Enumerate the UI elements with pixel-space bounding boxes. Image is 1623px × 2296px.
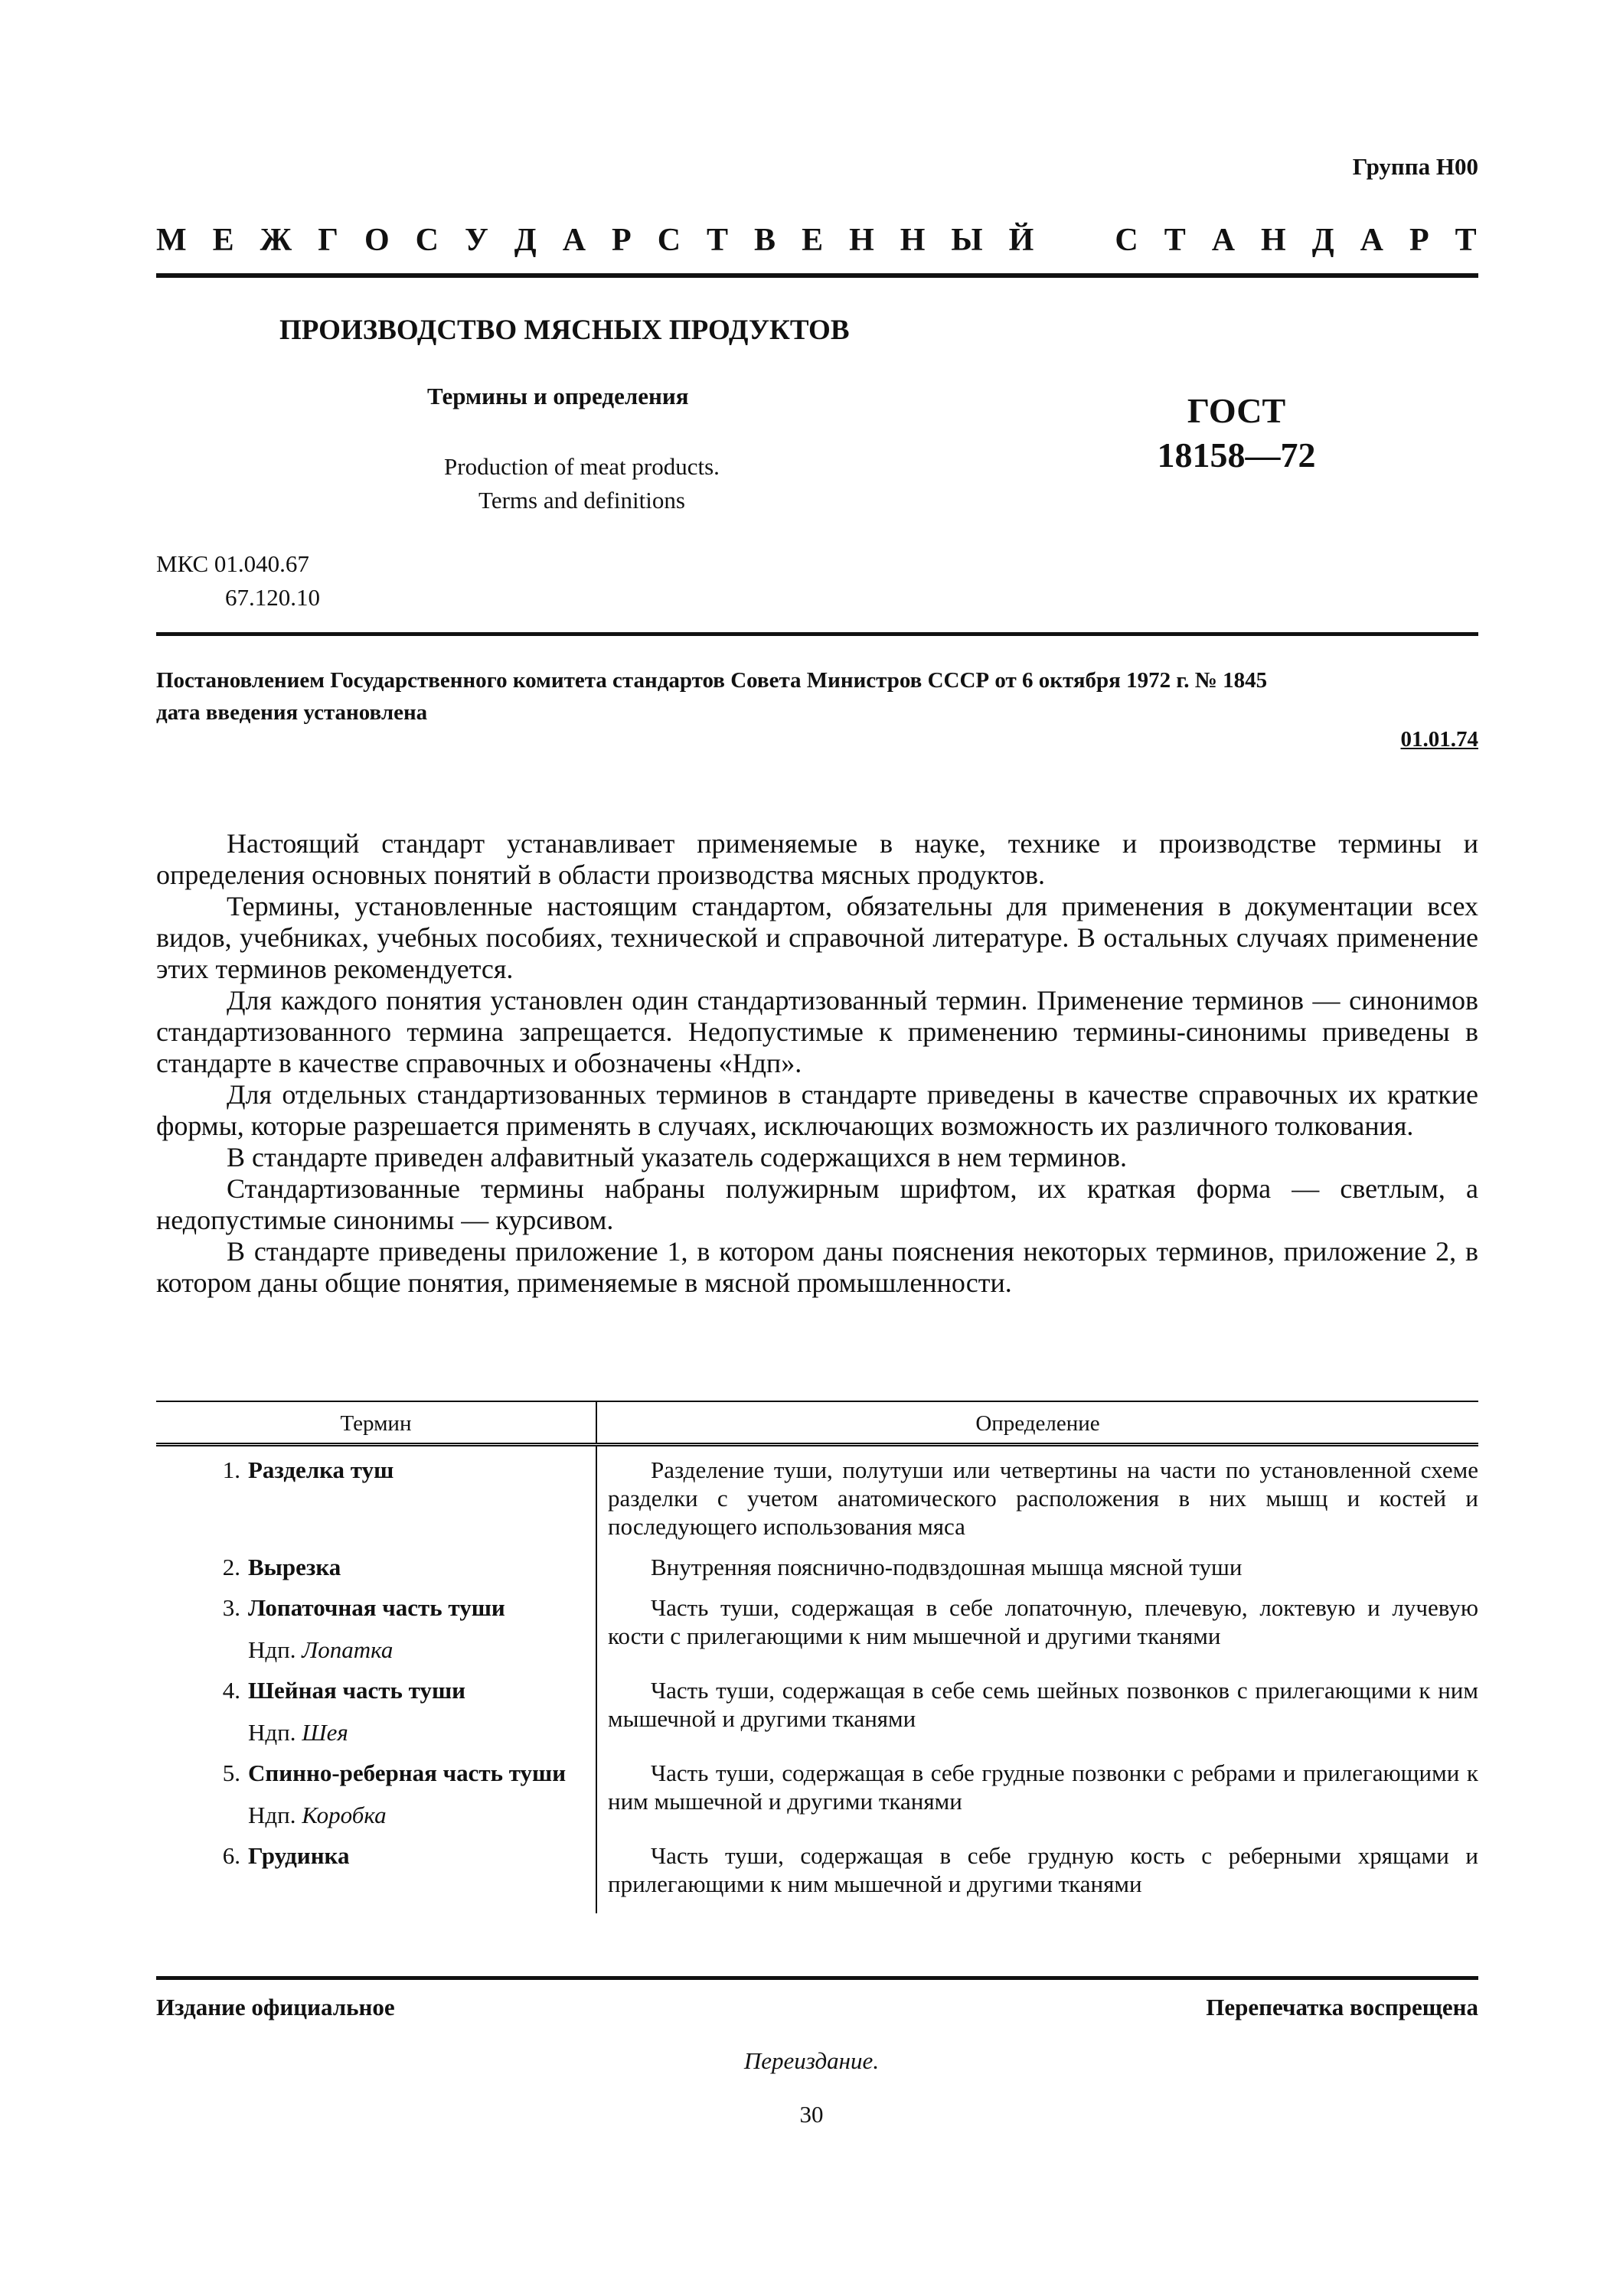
terms-table-wrapper (156, 1401, 1478, 1913)
term-name: Шейная часть туши (248, 1677, 466, 1704)
header-letter: Ж (260, 223, 294, 258)
header-letter: Г (318, 223, 340, 258)
table-row (156, 1750, 1478, 1832)
table-row (156, 1584, 1478, 1667)
gost-code: 18158—72 (1157, 435, 1316, 475)
footer-rule (156, 1976, 1478, 1980)
reprint-prohibited: Перепечатка воспрещена (1206, 1994, 1478, 2020)
standard-header (156, 222, 1478, 259)
header-term: Термин (156, 1401, 596, 1445)
header-letter: Р (612, 223, 633, 258)
header-letter: С (657, 223, 683, 258)
term-cell (156, 1667, 596, 1750)
ndp-label: Ндп. (248, 1802, 296, 1828)
header-letter: Ы (951, 223, 985, 258)
reissue-note: Переиздание. (743, 2047, 880, 2074)
ndp-term: Коробка (302, 1802, 387, 1828)
table-header-row (156, 1401, 1478, 1445)
ndp-term: Лопатка (302, 1636, 394, 1663)
term-cell (156, 1544, 596, 1584)
document-title: ПРОИЗВОДСТВО МЯСНЫХ ПРОДУКТОВ (279, 315, 850, 346)
ndp-term: Шея (302, 1719, 348, 1746)
term-number: 1. (222, 1456, 240, 1483)
ndp-label: Ндп. (248, 1636, 296, 1663)
english-title (345, 450, 819, 517)
intro-paragraph: Для каждого понятия установлен один стандартизованный термин. Применение терминов — синонимов стандартизованного термина запрещается. Недопустимые к применению термины-синонимы приведены в стандарте в качестве справочных и обозначены «Ндп». (156, 985, 1478, 1078)
header-letter: Т (707, 223, 730, 258)
header-letter: У (464, 223, 490, 258)
intro-paragraph: В стандарте приведен алфавитный указатель содержащихся в нем терминов. (227, 1142, 1127, 1172)
header-letter: М (156, 223, 188, 258)
term-cell (156, 1750, 596, 1832)
definition-cell: Часть туши, содержащая в себе грудные позвонки с ребрами и прилегающими к ним мышечной и другими тканями (608, 1760, 1478, 1815)
term-number: 3. (222, 1594, 240, 1621)
header-letter: Н (849, 223, 876, 258)
header-letter: Р (1409, 223, 1431, 258)
definition-cell: Внутренняя пояснично-подвздошная мышца мясной туши (651, 1554, 1243, 1580)
official-edition: Издание официальное (156, 1994, 395, 2020)
ndp-synonym (205, 1636, 596, 1664)
header-letter: А (1211, 223, 1237, 258)
intro-paragraph: В стандарте приведены приложение 1, в котором даны пояснения некоторых терминов, приложение 2, в котором даны общие понятия, применяемые в мясной промышленности. (156, 1236, 1478, 1298)
section-rule (156, 632, 1478, 636)
intro-paragraph: Термины, установленные настоящим стандартом, обязательны для применения в документации всех видов, учебниках, учебных пособиях, технической и справочной литературе. В остальных случаях применение этих терминов рекомендуется. (156, 891, 1478, 984)
term-number: 6. (222, 1842, 240, 1869)
header-letter: О (364, 223, 391, 258)
header-definition: Определение (596, 1401, 1478, 1445)
header-letter: Т (1164, 223, 1187, 258)
mks-line: 67.120.10 (225, 584, 320, 611)
header-letter: С (1115, 223, 1140, 258)
introduction (156, 828, 1478, 1299)
header-letter: А (562, 223, 588, 258)
ndp-synonym (205, 1801, 596, 1829)
mks-codes (156, 547, 320, 615)
table-row (156, 1445, 1478, 1544)
term-number: 4. (222, 1677, 240, 1704)
term-cell (156, 1445, 596, 1544)
header-letter: Д (514, 223, 538, 258)
term-number: 5. (222, 1760, 240, 1786)
table-row (156, 1832, 1478, 1913)
header-letter: В (754, 223, 778, 258)
header-letter: Е (212, 223, 236, 258)
header-rule (156, 273, 1478, 278)
header-letter: Й (1008, 223, 1036, 258)
page-number: 30 (799, 2101, 824, 2128)
header-gap (1060, 222, 1090, 259)
group-label: Группа Н00 (1352, 153, 1478, 180)
definition-cell: Часть туши, содержащая в себе лопаточную, плечевую, локтевую и лучевую кости с прилегающими к ним мышечной и другими тканями (608, 1594, 1478, 1649)
intro-paragraph: Настоящий стандарт устанавливает применяемые в науке, технике и производстве термины и определения основных понятий в области производства мясных продуктов. (156, 828, 1478, 890)
term-number: 2. (222, 1554, 240, 1580)
intro-paragraph: Для отдельных стандартизованных терминов в стандарте приведены в качестве справочных их краткие формы, которые разрешается применять в случаях, исключающих возможность их различного толкования. (156, 1079, 1478, 1141)
ndp-synonym (205, 1718, 596, 1746)
ndp-label: Ндп. (248, 1719, 296, 1746)
mks-line: МКС 01.040.67 (156, 550, 309, 577)
term-name: Спинно-реберная часть туши (248, 1760, 567, 1786)
terms-table (156, 1401, 1478, 1913)
header-letter: С (415, 223, 440, 258)
term-name: Разделка туш (248, 1456, 394, 1483)
decree-line: дата введения установлена (156, 700, 428, 725)
term-name: Лопаточная часть туши (248, 1594, 505, 1621)
english-title-line: Terms and definitions (478, 487, 685, 514)
definition-cell: Разделение туши, полутуши или четвертины на части по установленной схеме разделки с учетом анатомического расположения в них мышц и костей и последующего использования мяса (608, 1456, 1478, 1540)
term-name: Грудинка (248, 1842, 350, 1869)
term-cell (156, 1832, 596, 1913)
header-letter: Д (1311, 223, 1336, 258)
header-letter: А (1360, 223, 1385, 258)
decree-line: Постановлением Государственного комитета стандартов Совета Министров СССР от 6 октября 1972 г. № 1845 (156, 668, 1268, 693)
definition-cell: Часть туши, содержащая в себе семь шейных позвонков с прилегающими к ним мышечной и другими тканями (608, 1677, 1478, 1732)
decree-text (156, 664, 1478, 729)
gost-number (1145, 389, 1328, 478)
table-row (156, 1544, 1478, 1584)
term-cell (156, 1584, 596, 1667)
english-title-line: Production of meat products. (444, 453, 720, 480)
header-letter: Н (900, 223, 927, 258)
effective-date: 01.01.74 (1400, 727, 1478, 752)
table-row (156, 1667, 1478, 1750)
document-subtitle: Термины и определения (427, 383, 689, 409)
term-name: Вырезка (248, 1554, 341, 1580)
gost-label: ГОСТ (1187, 391, 1286, 430)
header-letter: Т (1455, 223, 1478, 258)
intro-paragraph: Стандартизованные термины набраны полужирным шрифтом, их краткая форма — светлым, а недопустимые синонимы — курсивом. (156, 1173, 1478, 1235)
header-letter: Е (802, 223, 825, 258)
header-letter: Н (1261, 223, 1288, 258)
definition-cell: Часть туши, содержащая в себе грудную кость с реберными хрящами и прилегающими к ним мышечной и другими тканями (608, 1842, 1478, 1897)
